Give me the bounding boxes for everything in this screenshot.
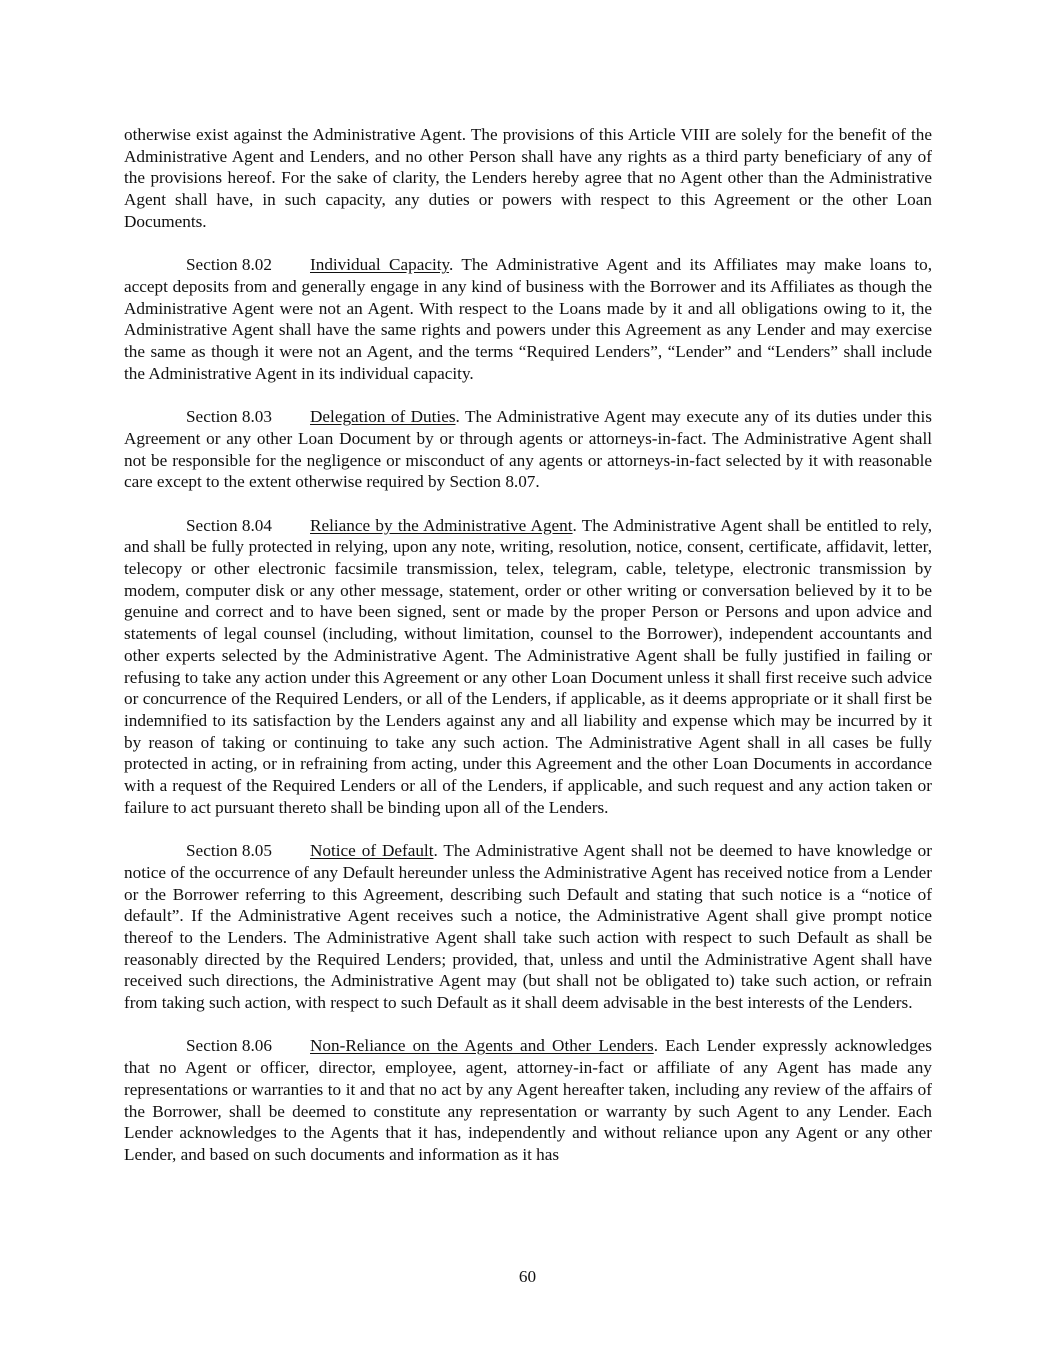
- section-number: Section 8.05: [186, 841, 272, 861]
- section-8-03: [124, 406, 932, 493]
- section-body: . The Administrative Agent shall be entitled to rely, and shall be fully protected in relying, upon any note, writing, resolution, notice, consent, certificate, affidavit, letter, telecopy or other electronic facsimile transmission, telex, telegram, cable, teletype, electronic transmission by modem, computer disk or any other message, statement, order or other writing or conversation believed by it to be genuine and correct and to have been signed, sent or made by the proper Person or Persons and upon advice and statements of legal counsel (including, without limitation, counsel to the Borrower), independent accountants and other experts selected by the Administrative Agent. The Administrative Agent shall be fully justified in failing or refusing to take any action under this Agreement or any other Loan Document unless it shall first receive such advice or concurrence of the Required Lenders, or all of the Lenders, if applicable, as it deems appropriate or it shall first be indemnified to its satisfaction by the Lenders against any and all liability and expense which may be incurred by it by reason of taking or continuing to take any such action. The Administrative Agent shall in all cases be fully protected in acting, or in refraining from acting, under this Agreement and the other Loan Documents in accordance with a request of the Required Lenders or all of the Lenders, if applicable, and such request and any action taken or failure to act pursuant thereto shall be binding upon all of the Lenders.: [124, 515, 932, 817]
- document-body: [124, 124, 932, 1187]
- section-8-05: [124, 840, 932, 1014]
- section-8-02: [124, 254, 932, 384]
- section-title: Notice of Default: [310, 841, 434, 861]
- section-body: . The Administrative Agent may execute any of its duties under this Agreement or any other Loan Document by or through agents or attorneys-in-fact. The Administrative Agent shall not be responsible for the negligence or misconduct of any agents or attorneys-in-fact selected by it with reasonable care except to the extent otherwise required by Section 8.07.: [124, 407, 932, 492]
- continuation-paragraph: otherwise exist against the Administrative Agent. The provisions of this Article VIII are solely for the benefit of the Administrative Agent and Lenders, and no other Person shall have any rights as a third party beneficiary of any of the provisions hereof. For the sake of clarity, the Lenders hereby agree that no Agent other than the Administrative Agent shall have, in such capacity, any duties or powers with respect to this Agreement or the other Loan Documents.: [124, 125, 932, 231]
- section-title: Non-Reliance on the Agents and Other Lenders: [310, 1036, 654, 1056]
- section-body: . Each Lender expressly acknowledges that no Agent or officer, director, employee, agent, attorney-in-fact or affiliate of any Agent has made any representations or warranties to it and that no act by any Agent hereafter taken, including any review of the affairs of the Borrower, shall be deemed to constitute any representation or warranty by such Agent to any Lender. Each Lender acknowledges to the Agents that it has, independently and without reliance upon any Agent or any other Lender, and based on such documents and information as it has: [124, 1036, 932, 1164]
- section-title: Reliance by the Administrative Agent: [310, 515, 573, 535]
- section-title: Individual Capacity: [310, 255, 449, 275]
- section-number: Section 8.04: [186, 515, 272, 535]
- section-number: Section 8.02: [186, 255, 272, 275]
- section-title: Delegation of Duties: [310, 407, 456, 427]
- section-8-06: [124, 1035, 932, 1165]
- page-number: 60: [518, 1267, 537, 1286]
- section-number: Section 8.06: [186, 1036, 272, 1056]
- section-8-04: [124, 515, 932, 819]
- section-body: . The Administrative Agent shall not be deemed to have knowledge or notice of the occurrence of any Default hereunder unless the Administrative Agent has received notice from a Lender or the Borrower referring to this Agreement, describing such Default and stating that such notice is a “notice of default”. If the Administrative Agent receives such a notice, the Administrative Agent shall give prompt notice thereof to the Lenders. The Administrative Agent shall take such action with respect to such Default as shall be reasonably directed by the Required Lenders; provided, that, unless and until the Administrative Agent shall have received such directions, the Administrative Agent may (but shall not be obligated to) take such action, or refrain from taking such action, with respect to such Default as it shall deem advisable in the best interests of the Lenders.: [124, 841, 932, 1013]
- section-body: . The Administrative Agent and its Affiliates may make loans to, accept deposits from and generally engage in any kind of business with the Borrower and its Affiliates as though the Administrative Agent were not an Agent. With respect to the Loans made by it and all obligations owing to it, the Administrative Agent shall have the same rights and powers under this Agreement as any Lender and may exercise the same as though it were not an Agent, and the terms “Required Lenders”, “Lender” and “Lenders” shall include the Administrative Agent in its individual capacity.: [124, 255, 932, 383]
- section-number: Section 8.03: [186, 407, 272, 427]
